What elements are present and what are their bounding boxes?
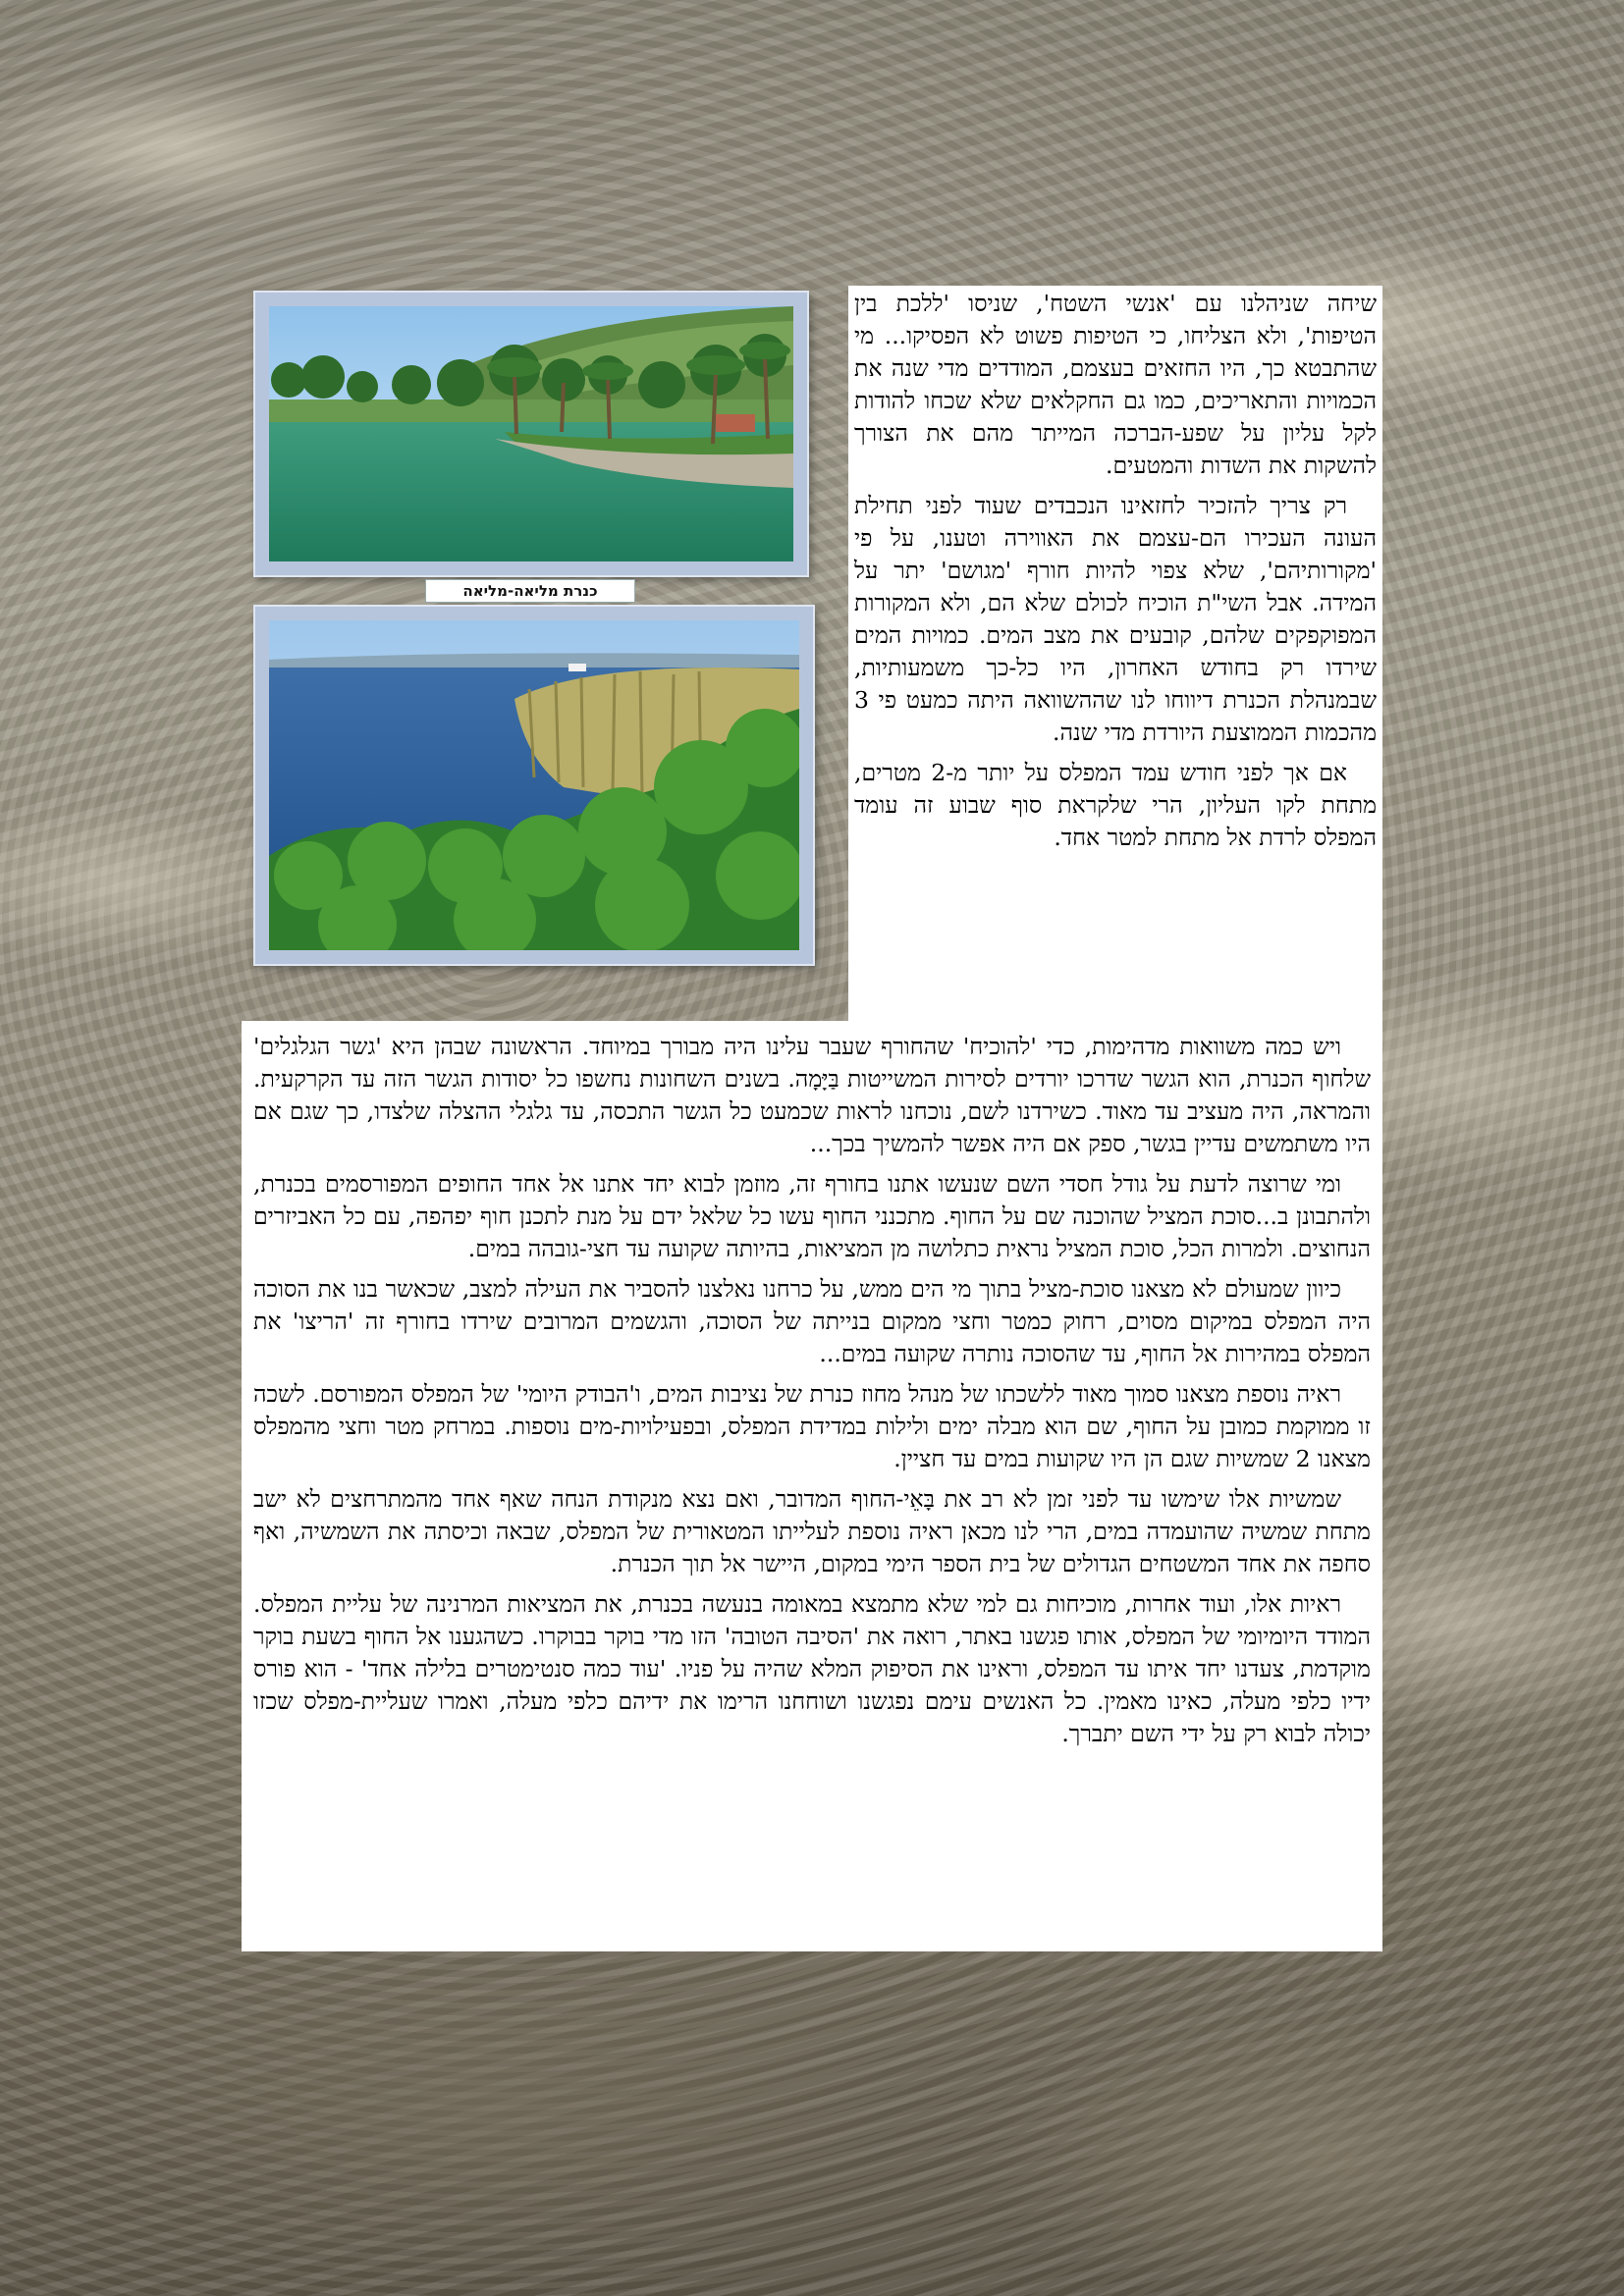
body-paragraph: כיוון שמעולם לא מצאנו סוכת-מציל בתוך מי הים ממש, על כרחנו נאלצנו להסביר את העילה למצב, שכאשר בנו את הסוכה היה המפלס במיקום מסוים, רחוק כמטר וחצי ממקום בנייתה של הסוכה, והגשמים המרובים שירדו בחורף זה 'הריצו' את המפלס במהירות אל החוף, עד שהסוכה נותרה שקועה במים... [253,1275,1371,1367]
column-paragraph: רק צריך להזכיר לחזאינו הנכבדים שעוד לפני תחילת העונה העכירו הם-עצמם את האווירה וטענו, על פי 'מקורותיהם', שלא צפוי להיות חורף 'מגושם' יתר על המידה. אבל השי"ת הוכיח לכולם שלא הם, ולא המקורות המפוקפקים שלהם, קובעים את מצב המים. כמויות המים שירדו רק בחודש האחרון, היו כל-כך משמעותיות, שבמנהלת הכנרת דיווחו לנו שההשוואה היתה כמעט פי 3 מהכמות הממוצעת היורדת מדי שנה. [854,492,1377,746]
lake-shore-illustration [269,306,793,561]
column-paragraph: אם אך לפני חודש עמד המפלס על יותר מ-2 מטרים, מתחת לקו העליון, הרי שלקראת סוף שבוע זה עומד המפלס לרדת אל מתחת למטר אחד. [854,759,1377,851]
body-paragraph: ומי שרוצה לדעת על גודל חסדי השם שנעשו אתנו בחורף זה, מוזמן לבוא יחד אתנו אל אחד החופים המפורסמים בכנרת, ולהתבונן ב...סוכת המציל שהוכנה שם על החוף. מתכנני החוף עשו כל שלאל ידם על מנת לתכנן חוף יפהפה, עם כל האביזרים הנחוצים. ולמרות הכל, סוכת המציל נראית כתלושה מן המציאות, בהיותה שקועה עד חצי-גובהה במים. [253,1170,1371,1262]
lake-reeds-photo [269,620,799,950]
lake-shore-photo [269,306,793,561]
lake-reeds-illustration [269,620,799,950]
lake-shore-photo-frame [253,291,809,577]
body-paragraph: ראיה נוספת מצאנו סמוך מאוד ללשכתו של מנהל מחוז כנרת של נציבות המים, ו'הבודק היומי' של המפלס המפורסם. לשכה זו ממוקמת כמובן על החוף, שם הוא מבלה ימים ולילות במדידת המפלס, ובפעילויות-מים נוספות. במרחק מטר וחצי מהמפלס מצאנו 2 שמשיות שגם הן היו שקועות במים עד חציין. [253,1380,1371,1472]
body-paragraph: ויש כמה משוואות מדהימות, כדי 'להוכיח' שהחורף שעבר עלינו היה מבורך במיוחד. הראשונה שבהן היא 'גשר הגלגלים' שלחוף הכנרת, הוא הגשר שדרכו יורדים לסירות המשייטות בַּיָּמָה. בשנים השחונות נחשפו כל יסודות הגשר הזה עד הקרקעית. והמראה, היה מעציב עד מאוד. כשירדנו לשם, נוכחנו לראות שכמעט כל הגשר התכסה, עד גלגלי ההצלה שלצדו, כך שגם אם היו משתמשים עדיין בגשר, ספק אם היה אפשר להמשיך בכך... [253,1033,1371,1157]
lake-reeds-photo-frame [253,605,815,966]
article-column-text [848,286,1382,1022]
article-body-text [242,1021,1382,1951]
column-paragraph: שיחה שניהלנו עם 'אנשי השטח', שניסו 'ללכת בין הטיפות', ולא הצליחו, כי הטיפות פשוט לא הפסיקו... מי שהתבטא כך, היו החזאים בעצמם, המודדים מדי שנה את הכמויות והתאריכים, כמו גם החקלאים שלא שכחו להודות לקל עליון על שפע-הברכה המייתר מהם את הצורך להשקות את השדות והמטעים. [854,290,1377,479]
photo-caption: כנרת מליאה-מליאה [425,579,635,603]
body-paragraph: שמשיות אלו שימשו עד לפני זמן לא רב את בָּאֵי-החוף המדובר, ואם נצא מנקודת הנחה שאף אחד מהמתרחצים לא ישב מתחת שמשיה שהועמדה במים, הרי לנו מכאן ראיה נוספת לעלייתו המטאורית של המפלס, שבאה וכיסתה את השמשיה, ואף סחפה את אחד המשטחים הגדולים של בית הספר הימי במקום, היישר אל תוך הכנרת. [253,1485,1371,1577]
body-paragraph: ראיות אלו, ועוד אחרות, מוכיחות גם למי שלא מתמצא במאומה בנעשה בכנרת, את המציאות המרנינה של עליית המפלס. המודד היומיומי של המפלס, אותו פגשנו באתר, רואה את 'הסיבה הטובה' הזו מדי בוקר בבוקרו. כשהגענו אל החוף בשעת בוקר מוקדמת, צעדנו יחד איתו עד המפלס, וראינו את הסיפוק המלא שהיה על פניו. 'עוד כמה סנטימטרים בלילה אחד' - הוא פורס ידיו כלפי מעלה, כאינו מאמין. כל האנשים עימם נפגשנו ושוחחנו הרימו את ידיהם כלפי מעלה, ואמרו שעליית-מפלס שכזו יכולה לבוא רק על ידי השם יתברך. [253,1590,1371,1747]
